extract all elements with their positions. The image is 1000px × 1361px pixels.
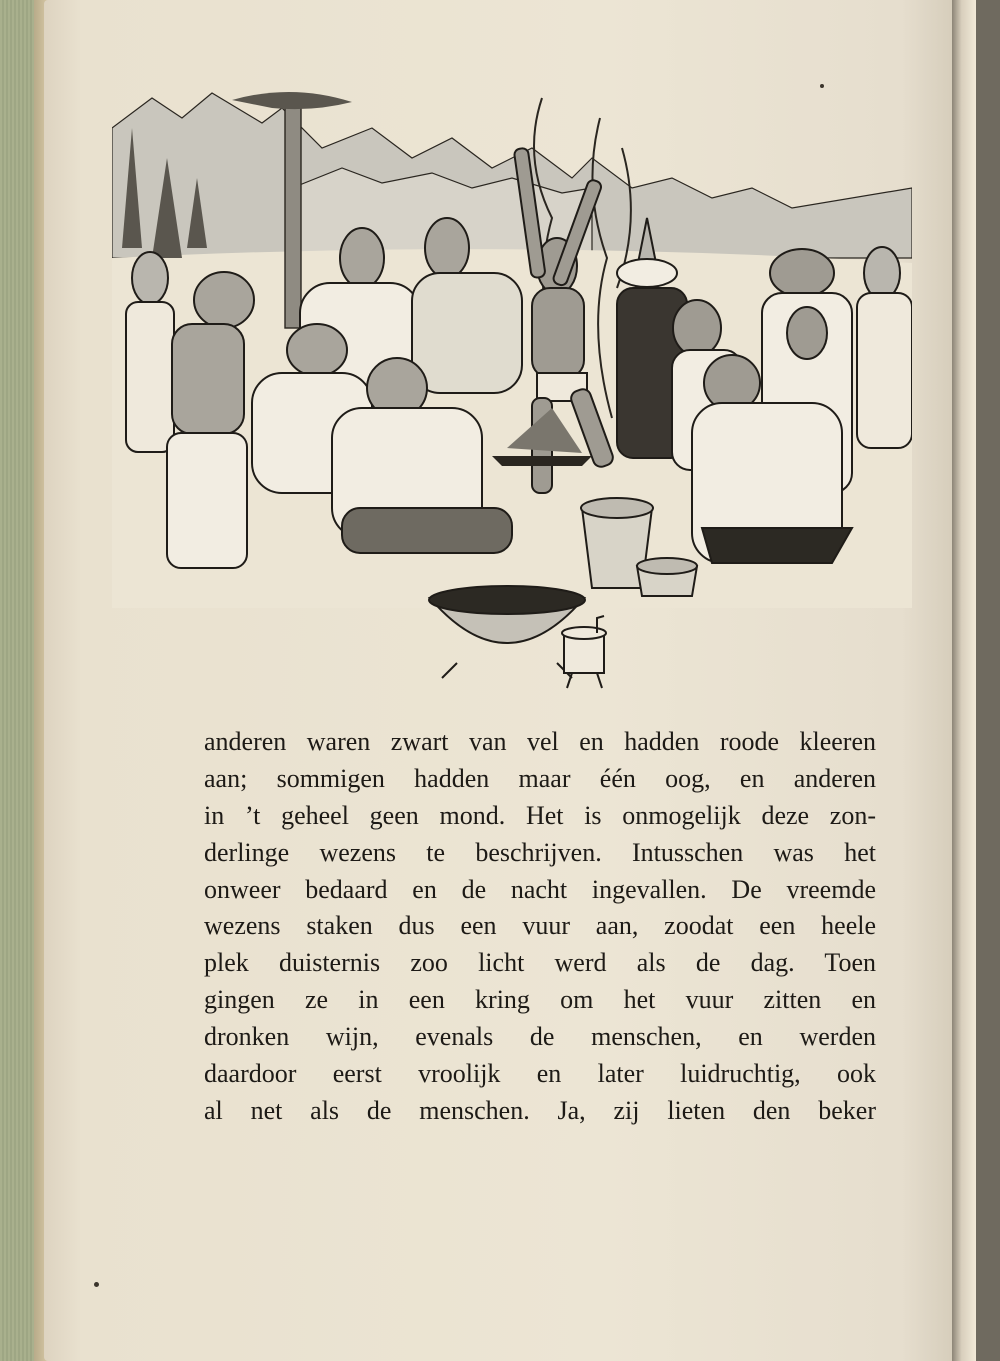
paragraph-line: anderen waren zwart van vel en hadden roode kleeren: [204, 727, 876, 756]
paragraph-line: dronken wijn, evenals de menschen, en werden: [204, 1022, 876, 1052]
cauldron: [429, 586, 606, 688]
paragraph-line: al net als de menschen. Ja, zij lieten den beker: [204, 1095, 876, 1125]
demons-around-fire-drawing: [112, 88, 912, 698]
paragraph-line: wezens staken dus een vuur aan, zoodat een heele: [204, 911, 876, 941]
page-stack-edge: [952, 0, 976, 1361]
paragraph-line: gingen ze in een kring om het vuur zitten en: [204, 985, 876, 1015]
paragraph-line: aan; sommigen hadden maar één oog, en anderen: [204, 763, 876, 793]
paper-speck: [94, 1282, 99, 1287]
page-illustration: [112, 88, 912, 698]
tree-trunk: [285, 98, 301, 328]
paragraph-line: daardoor eerst vroolijk en later luidruchtig, ook: [204, 1059, 876, 1089]
paragraph-line: onweer bedaard en de nacht ingevallen. De vreemde: [204, 874, 876, 904]
tree-canopy: [232, 92, 352, 109]
paragraph-line: plek duisternis zoo licht werd als de dag. Toen: [204, 948, 876, 978]
mountain-landscape: [112, 93, 912, 258]
paragraph-line: in ’t geheel geen mond. Het is onmogelijk deze zon-: [204, 800, 876, 830]
paper-speck: [820, 84, 824, 88]
paragraph-line: derlinge wezens te beschrijven. Intusschen was het: [204, 837, 876, 867]
paragraph-block: [204, 724, 876, 1130]
